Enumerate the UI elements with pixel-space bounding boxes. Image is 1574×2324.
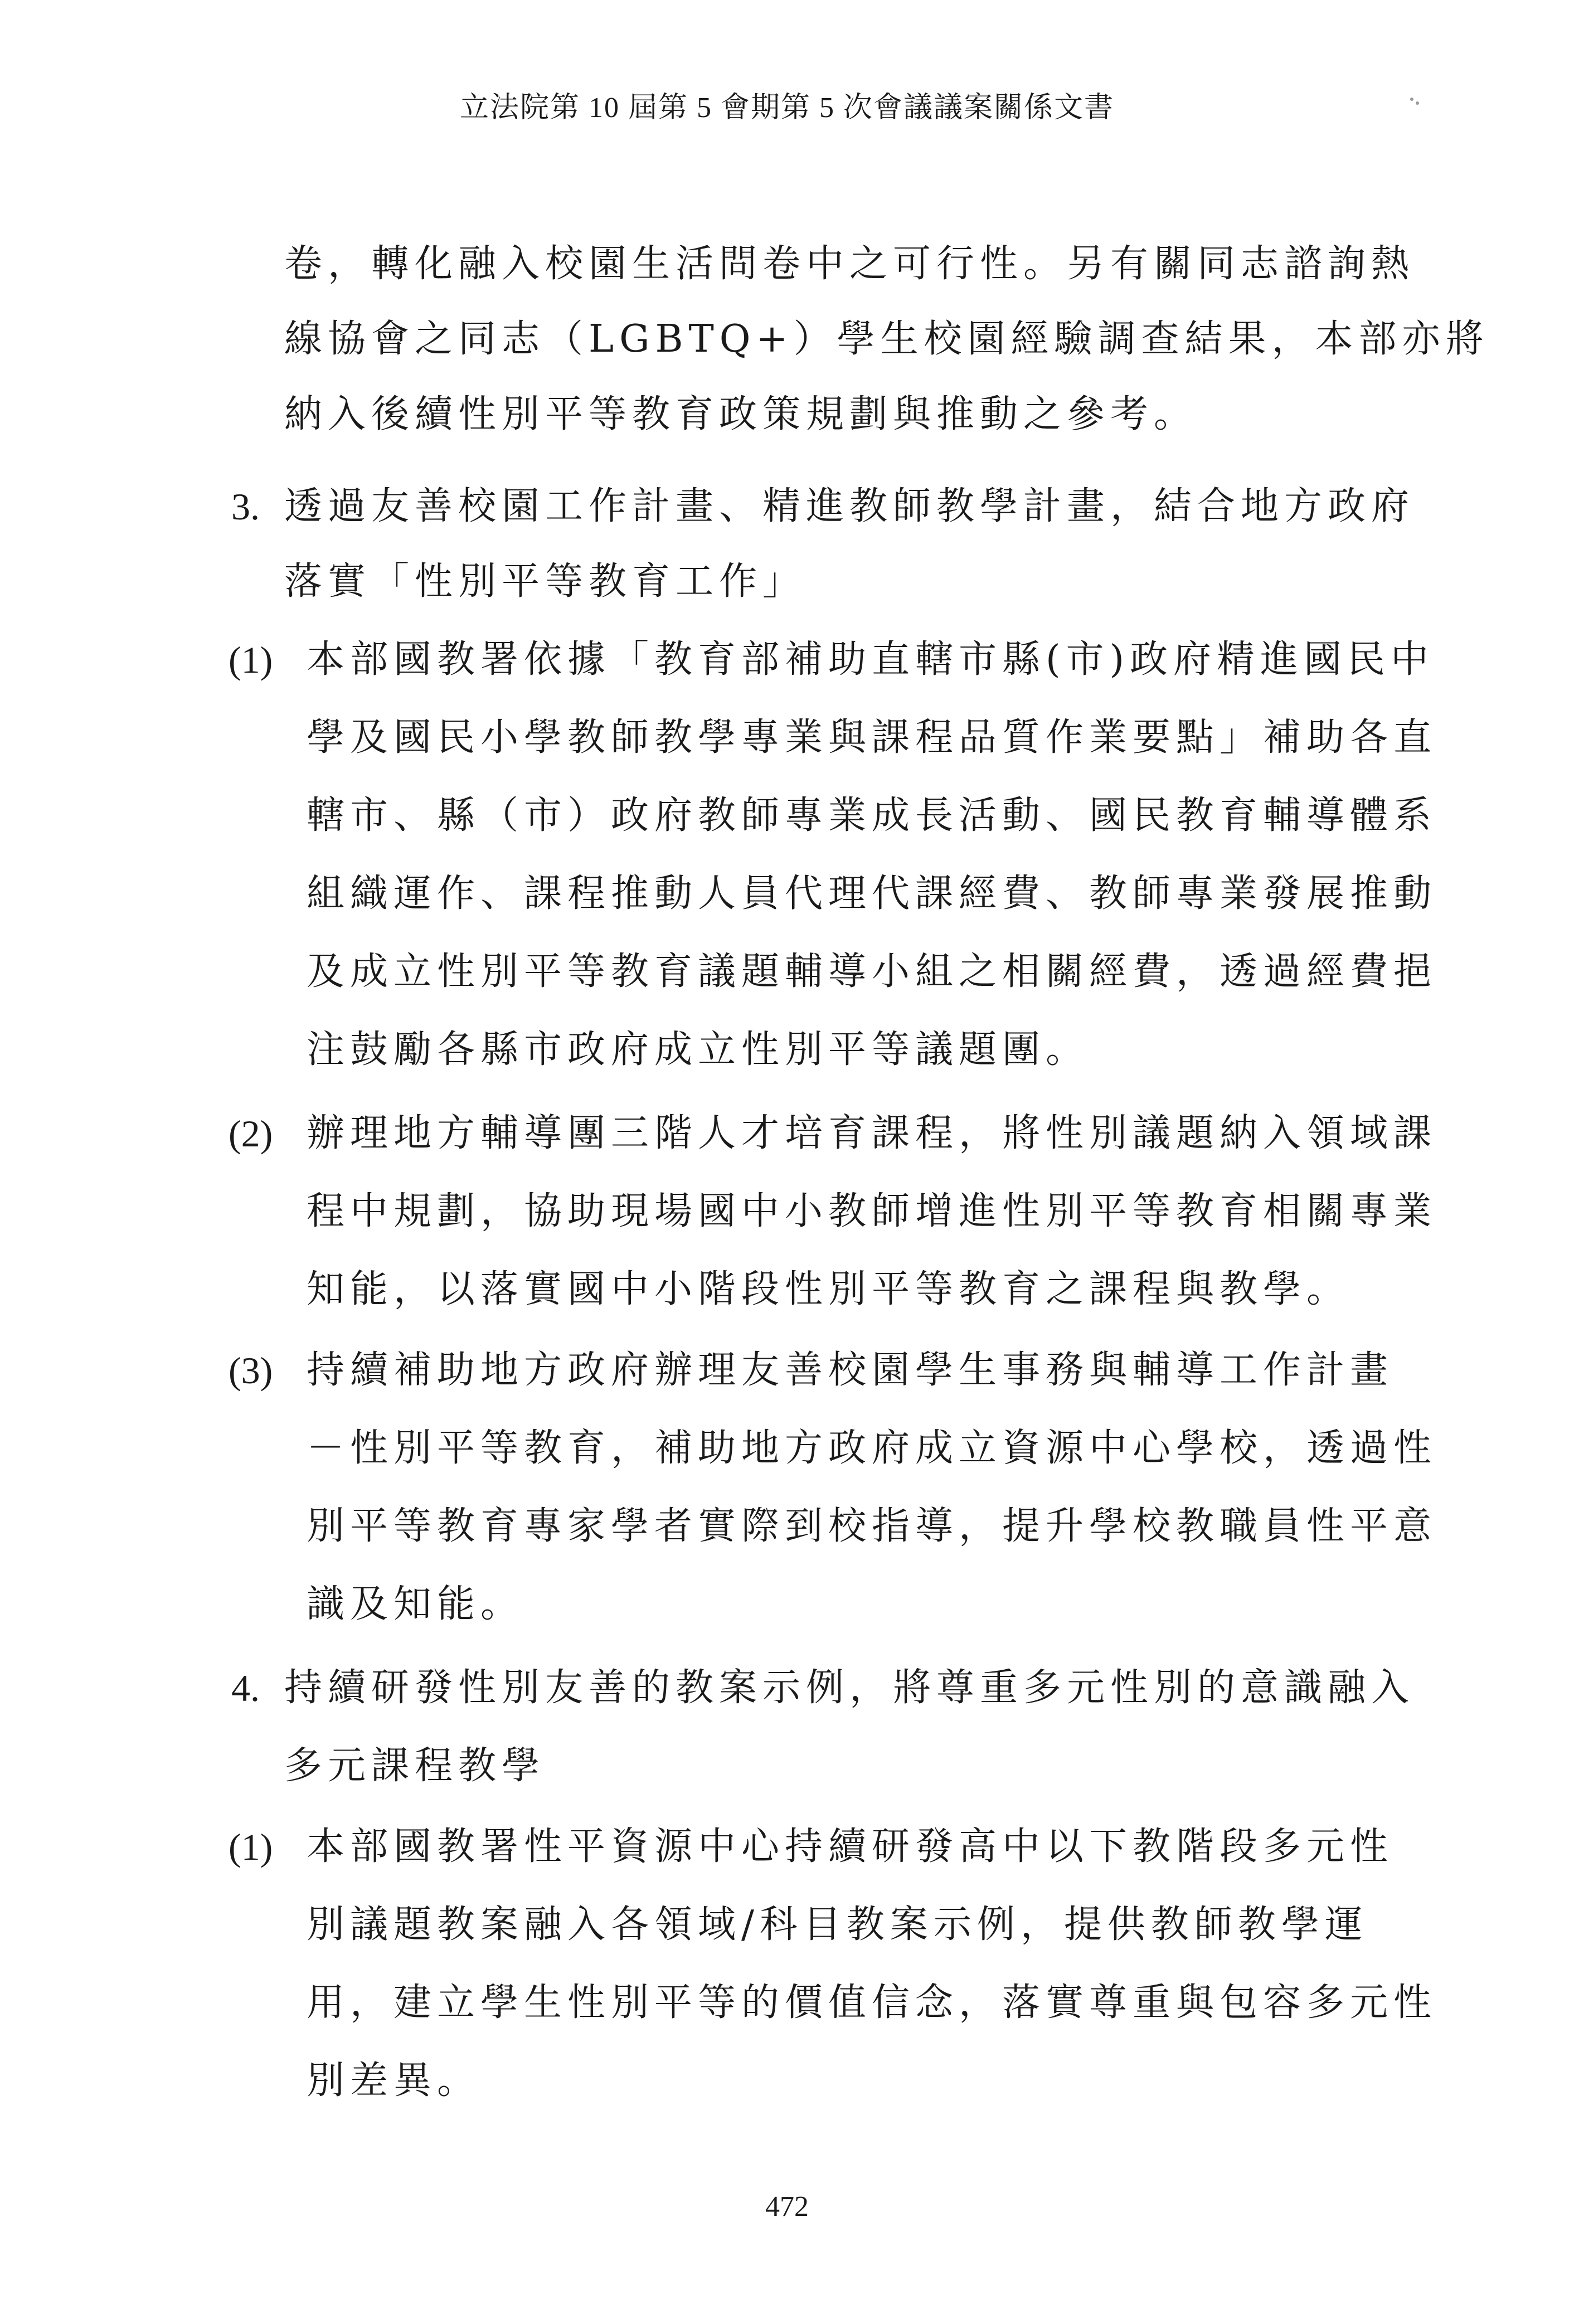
section-3-title: 落實「性別平等教育工作」 [284,560,807,604]
page-number: 472 [765,2191,809,2223]
text-line: 別議題教案融入各領域/科目教案示例，提供教師教學運 [307,1903,1368,1947]
section-4-marker: 4. [231,1667,260,1709]
document-header: 立法院第 10 屆第 5 會期第 5 次會議議案關係文書 [459,92,1114,124]
text-line: 卷，轉化融入校園生活問卷中之可行性。另有關同志諮詢熱 [284,242,1415,286]
item-marker: (1) [229,639,273,681]
text-line: 本部國教署依據「教育部補助直轄市縣(市)政府精進國民中 [307,638,1435,682]
text-line: 用，建立學生性別平等的價值信念，落實尊重與包容多元性 [307,1981,1437,2025]
scan-speck [1416,101,1419,105]
item-marker: (3) [229,1349,273,1392]
text-line: 持續補助地方政府辦理友善校園學生事務與輔導工作計畫 [307,1348,1394,1392]
text-line: 程中規劃，協助現場國中小教師增進性別平等教育相關專業 [307,1189,1437,1233]
text-line: 及成立性別平等教育議題輔導小組之相關經費，透過經費挹 [307,950,1437,994]
text-line: 注鼓勵各縣市政府成立性別平等議題團。 [307,1028,1090,1072]
section-4-title: 多元課程教學 [284,1744,546,1788]
text-line: 別差異。 [307,2059,481,2103]
text-line: 學及國民小學教師教學專業與課程品質作業要點」補助各直 [307,716,1437,760]
text-line: 轄市、縣（市）政府教師專業成長活動、國民教育輔導體系 [307,794,1437,838]
section-3-title: 透過友善校園工作計畫、精進教師教學計畫，結合地方政府 [284,484,1415,528]
text-line: －性別平等教育，補助地方政府成立資源中心學校，透過性 [307,1426,1437,1470]
scan-speck [1410,98,1413,101]
text-line: 線協會之同志（LGBTQ+）學生校園經驗調查結果，本部亦將 [284,317,1489,361]
text-line: 本部國教署性平資源中心持續研發高中以下教階段多元性 [307,1825,1394,1869]
text-line: 辦理地方輔導團三階人才培育課程，將性別議題納入領域課 [307,1111,1437,1155]
text-line: 納入後續性別平等教育政策規劃與推動之參考。 [284,392,1198,436]
section-3-marker: 3. [231,485,260,528]
item-marker: (2) [229,1112,273,1155]
text-line: 組織運作、課程推動人員代理代課經費、教師專業發展推動 [307,872,1437,916]
text-line: 識及知能。 [307,1582,524,1626]
text-line: 別平等教育專家學者實際到校指導，提升學校教職員性平意 [307,1504,1437,1548]
section-4-title: 持續研發性別友善的教案示例，將尊重多元性別的意識融入 [284,1666,1415,1710]
text-line: 知能，以落實國中小階段性別平等教育之課程與教學。 [307,1267,1350,1311]
item-marker: (1) [229,1826,273,1868]
